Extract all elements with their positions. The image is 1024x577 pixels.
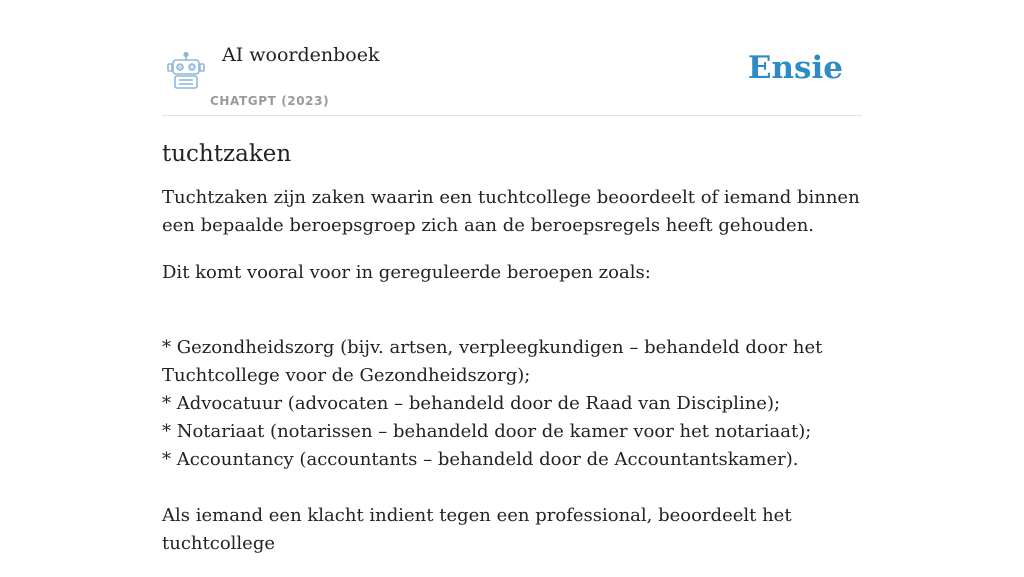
- robot-icon: [166, 52, 206, 90]
- brand-logo[interactable]: Ensie: [747, 50, 843, 86]
- entry-term: tuchtzaken: [162, 141, 292, 167]
- list-item: * Gezondheidszorg (bijv. artsen, verpleegkundigen – behandeld door het Tuchtcollege voor de Gezondheidszorg);: [162, 337, 823, 386]
- source-subtitle: CHATGPT (2023): [210, 94, 330, 108]
- list-item: * Notariaat (notarissen – behandeld door de kamer voor het notariaat);: [162, 421, 812, 442]
- list-item: * Accountancy (accountants – behandeld door de Accountantskamer).: [162, 449, 799, 470]
- list-item: * Advocatuur (advocaten – behandeld door de Raad van Discipline);: [162, 393, 781, 414]
- paragraph-2: Dit komt vooral voor in gereguleerde beroepen zoals:: [162, 262, 651, 283]
- source-name[interactable]: AI woordenboek: [222, 44, 380, 66]
- page-container: [162, 0, 862, 577]
- profession-list: [162, 334, 862, 474]
- paragraph-3: Als iemand een klacht indient tegen een professional, beoordeelt het tuchtcollege: [162, 505, 792, 554]
- entry-content: [162, 184, 862, 558]
- header: [162, 0, 862, 116]
- paragraph-1: Tuchtzaken zijn zaken waarin een tuchtcollege beoordeelt of iemand binnen een bepaalde beroepsgroep zich aan de beroepsregels heeft gehouden.: [162, 187, 860, 236]
